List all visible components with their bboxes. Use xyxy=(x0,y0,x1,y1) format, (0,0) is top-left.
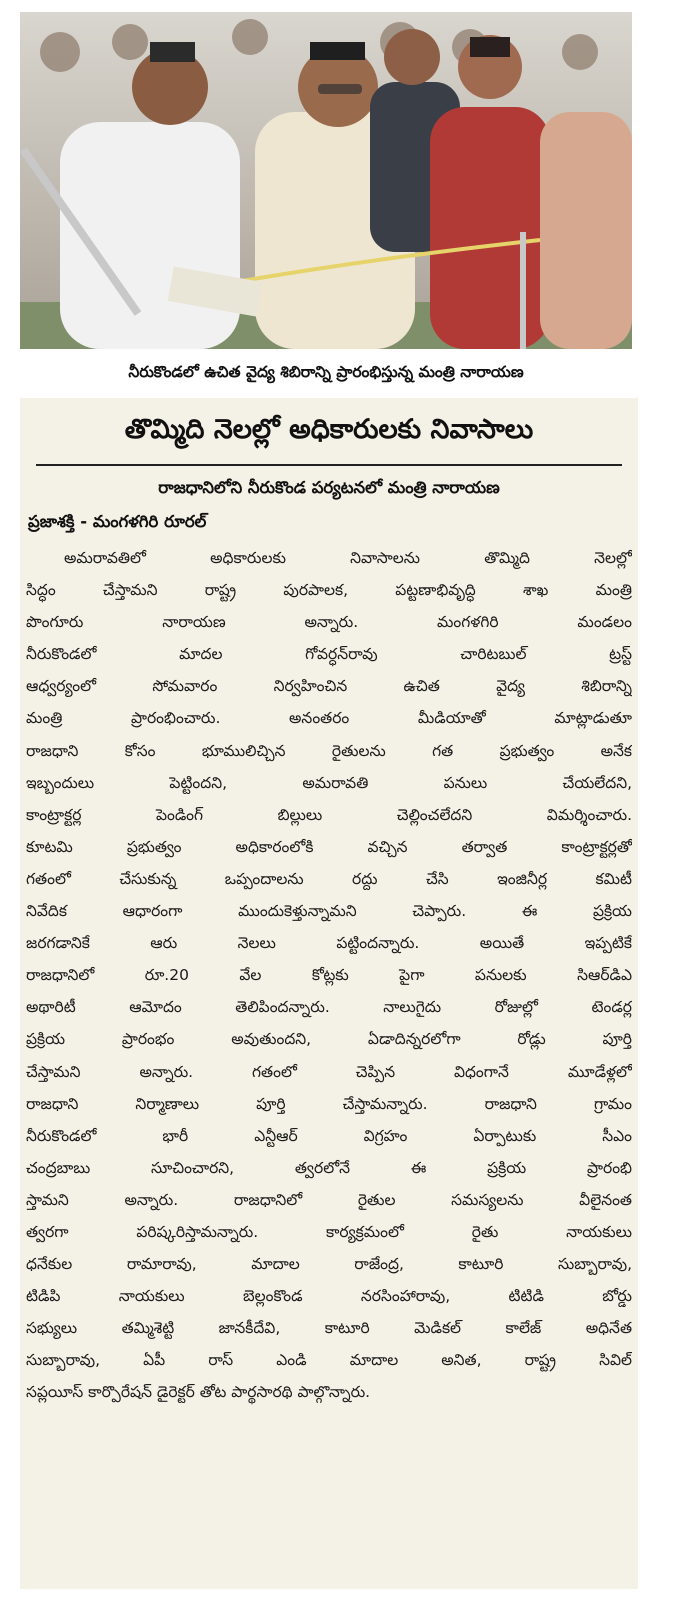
body-line: గతంలో చేసుకున్న ఒప్పందాలను రద్దు చేసి ఇంజినీర్ల కమిటీ xyxy=(26,869,632,888)
body-line: మంత్రి ప్రారంభించారు. అనంతరం మీడియాతో మాట్లాడుతూ xyxy=(26,709,632,728)
body-line: రాజధాని కోసం భూములిచ్చిన రైతులను గత ప్రభుత్వం అనేక xyxy=(26,741,632,760)
body-line: టిడిపి నాయకులు బెల్లంకొండ నరసింహారావు, టిటిడి బోర్డు xyxy=(26,1287,632,1306)
body-line: రాజధాని నిర్మాణాలు పూర్తి చేస్తామన్నారు. రాజధాని గ్రామం xyxy=(26,1094,632,1113)
body-line: పొంగూరు నారాయణ అన్నారు. మంగళగిరి మండలం xyxy=(26,613,632,632)
photo-ribbon-cutting-icon xyxy=(20,12,632,349)
body-line: జరగడానికే ఆరు నెలలు పట్టిందన్నారు. అయితే ఇప్పటికే xyxy=(26,934,632,953)
body-line: నివేదిక ఆధారంగా ముందుకెళ్తున్నామని చెప్పారు. ఈ ప్రక్రియ xyxy=(26,902,632,921)
body-line: నీరుకొండలో భారీ ఎన్టీఆర్ విగ్రహం ఏర్పాటుకు సీఎం xyxy=(26,1126,632,1145)
photo-caption: నీరుకొండలో ఉచిత వైద్య శిబిరాన్ని ప్రారంభిస్తున్న మంత్రి నారాయణ xyxy=(20,352,632,392)
body-line: అమరావతిలో అధికారులకు నివాసాలను తొమ్మిది నెలల్లో xyxy=(64,549,632,567)
article-headline: తొమ్మిది నెలల్లో అధికారులకు నివాసాలు xyxy=(124,414,534,445)
news-photo xyxy=(20,12,632,349)
article xyxy=(20,398,638,1589)
body-line: సభ్యులు తమ్మిశెట్టి జానకీదేవి, కాటూరి మెడికల్ కాలేజ్ అధినేత xyxy=(26,1319,632,1338)
body-line: అథారిటీ ఆమోదం తెలిపిందన్నారు. నాలుగైదు రోజుల్లో టెండర్ల xyxy=(26,998,632,1017)
body-line: ఇబ్బందులు పెట్టిందని, అమరావతి పనులు చేయలేదని, xyxy=(26,773,632,792)
body-line: సిద్ధం చేస్తామని రాష్ట్ర పురపాలక, పట్టణాభివృద్ధి శాఖ మంత్రి xyxy=(26,581,632,600)
body-line: త్వరగా పరిష్కరిస్తామన్నారు. కార్యక్రమంలో రైతు నాయకులు xyxy=(26,1222,632,1241)
body-line: చంద్రబాబు సూచించారని, త్వరలోనే ఈ ప్రక్రియ ప్రారంభి xyxy=(26,1158,632,1177)
body-line: నీరుకొండలో మాదల గోవర్ధన్‌రావు చారిటబుల్ ట్రస్ట్ xyxy=(26,645,632,664)
body-line: స్తామని అన్నారు. రాజధానిలో రైతుల సమస్యలను వీలైనంత xyxy=(26,1190,632,1209)
body-line: ధనేకుల రామారావు, మాదాల రాజేంద్ర, కాటూరి సుబ్బారావు, xyxy=(26,1255,632,1274)
headline-divider xyxy=(36,464,622,466)
body-line: ప్రక్రియ ప్రారంభం అవుతుందని, ఏడాదిన్నరలోగా రోడ్లు పూర్తి xyxy=(26,1030,632,1049)
article-subheadline: రాజధానిలోని నీరుకొండ పర్యటనలో మంత్రి నారాయణ xyxy=(158,478,500,497)
body-line: కాంట్రాక్టర్ల పెండింగ్ బిల్లులు చెల్లించలేదని విమర్శించారు. xyxy=(26,805,632,824)
article-dateline: ప్రజాశక్తి - మంగళగిరి రూరల్ xyxy=(28,512,207,531)
body-line: కూటమి ప్రభుత్వం అధికారంలోకి వచ్చిన తర్వాత కాంట్రాక్టర్లతో xyxy=(26,837,632,856)
body-line: చేస్తామని అన్నారు. గతంలో చెప్పిన విధంగానే మూడేళ్లలో xyxy=(26,1062,632,1081)
body-line: సప్లయీస్ కార్పొరేషన్ డైరెక్టర్ తోట పార్థసారథి పాల్గొన్నారు. xyxy=(26,1383,371,1402)
body-line: ఆధ్వర్యంలో సోమవారం నిర్వహించిన ఉచిత వైద్య శిబిరాన్ని xyxy=(26,677,632,696)
article-body xyxy=(26,542,632,1409)
body-line: సుబ్బారావు, ఏపీ రాస్ ఎండి మాదాల అనిత, రాష్ట్ర సివిల్ xyxy=(26,1351,632,1370)
body-line: రాజధానిలో రూ.20 వేల కోట్లకు పైగా పనులకు సిఆర్‌డిఎ xyxy=(26,966,632,985)
